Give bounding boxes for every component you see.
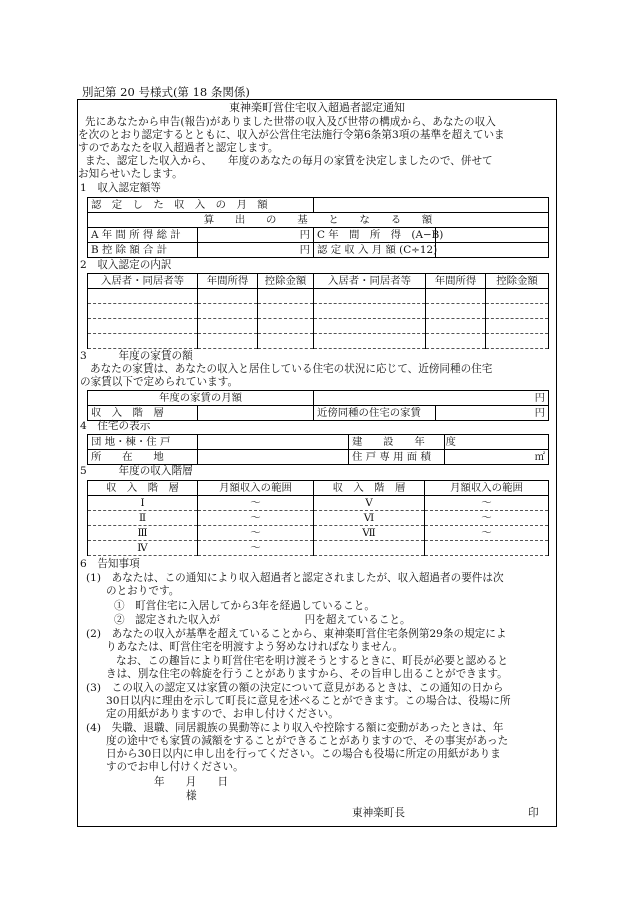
certified-monthly-income-label: 認 定 収 入 月 額 (C÷12) [314, 243, 436, 258]
complex-value [198, 435, 349, 450]
level-cell: Ⅵ [314, 511, 425, 526]
notice-1-line-2: のとおりです。 [106, 585, 180, 597]
level-cell [314, 541, 425, 556]
nearby-rent-label: 近傍同種の住宅の家賃 [314, 406, 436, 421]
breakdown-header-resident-2: 入居者・同居者等 [314, 274, 426, 289]
notice-3-line-3: 定の用紙がありますので、お申し付けください。 [106, 708, 339, 720]
notice-4-line-2: 度の途中でも家賃の減額をすることができることがありますので、その事実があった [106, 735, 509, 747]
table-row [88, 289, 549, 304]
range-cell: 〜 [425, 496, 549, 511]
addressee-suffix: 様 [186, 790, 197, 802]
level-header-2: 収 入 階 層 [314, 481, 425, 496]
housing-table [87, 434, 549, 465]
table-row [88, 511, 549, 526]
intro-line-1: 先にあなたから申告(報告)がありました世帯の収入及び世帯の構成から、あなたの収入 [85, 116, 496, 128]
monthly-income-label: 認 定 し た 収 入 の 月 額 [88, 198, 314, 213]
notice-4-line-4: すのでお申し付けください。 [106, 761, 244, 773]
notice-4-line-3: 日から30日以内に申し出を行ってください。この場合も役場に所定の用紙がありま [106, 748, 501, 760]
location-value [198, 450, 349, 465]
level-cell: Ⅴ [314, 496, 425, 511]
notice-1-item-1: ① 町営住宅に入居してから3年を経過していること。 [114, 600, 375, 612]
deduction-total-label: B 控 除 額 合 計 [88, 243, 198, 258]
level-cell: Ⅳ [88, 541, 198, 556]
construction-year-label: 建 設 年 度 [349, 435, 445, 450]
notice-2-line-4: きは、別な住宅の斡旋を行うことがありますから、その旨申し出ることができます。 [106, 668, 508, 680]
income-level-table [87, 480, 549, 556]
table-row [88, 334, 549, 349]
notice-2-line-2: りあなたは、町営住宅を明渡すよう努めなければなりません。 [106, 641, 404, 653]
breakdown-header-resident: 入居者・同居者等 [88, 274, 198, 289]
intro-line-2: を次のとおり認定するとともに、収入が公営住宅法施行令第6条第3項の基準を超えていま [78, 129, 505, 141]
income-breakdown-table [87, 273, 549, 349]
section-4-heading: 4 住宅の表示 [80, 420, 151, 432]
certified-monthly-income-value [436, 243, 549, 258]
breakdown-header-deduction-2: 控除金額 [486, 274, 549, 289]
notice-3-line-1: (3) この収入の認定又は家賃の額の決定について意見があるときは、この通知の日から [86, 682, 504, 694]
section-3-heading: 3 年度の家賃の額 [80, 350, 193, 362]
basis-row-label: 算 出 の 基 と な る 額 [88, 213, 549, 228]
table-row [88, 319, 549, 334]
monthly-income-value [314, 198, 549, 213]
section-1-heading: 1 収入認定額等 [80, 182, 161, 194]
table-row [88, 541, 549, 556]
issue-date: 年 月 日 [154, 776, 229, 788]
range-cell: 〜 [425, 511, 549, 526]
monthly-rent-unit: 円 [314, 391, 549, 406]
rent-text-line-1: あなたの家賃は、あなたの収入と居住している住宅の状況に応じて、近傍同種の住宅 [90, 363, 493, 375]
table-row [88, 496, 549, 511]
notice-2-line-3: なお、この趣旨により町営住宅を明け渡そうとするときに、町長が必要と認めると [116, 655, 508, 667]
level-cell: Ⅲ [88, 526, 198, 541]
annual-total-income-unit: 円 [198, 228, 314, 243]
construction-year-value [445, 435, 549, 450]
range-header-2: 月額収入の範囲 [425, 481, 549, 496]
seal-mark: 印 [528, 807, 539, 819]
notice-1-line-1: (1) あなたは、この通知により収入超過者と認定されましたが、収入超過者の要件は次 [86, 572, 504, 584]
breakdown-header-income: 年間所得 [198, 274, 258, 289]
level-cell: Ⅰ [88, 496, 198, 511]
income-level-label: 収 入 階 層 [88, 406, 198, 421]
section-2-heading: 2 収入認定の内訳 [80, 259, 172, 271]
range-cell: 〜 [198, 511, 314, 526]
breakdown-header-income-2: 年間所得 [426, 274, 486, 289]
document-title: 東神楽町営住宅収入超過者認定通知 [229, 101, 405, 114]
level-header: 収 入 階 層 [88, 481, 198, 496]
annual-total-income-label: A 年 間 所 得 総 計 [88, 228, 198, 243]
notice-2-line-1: (2) あなたの収入が基準を超えていることから、東神楽町営住宅条例第29条の規定によ [86, 628, 507, 640]
range-cell: 〜 [198, 496, 314, 511]
income-summary-table [87, 197, 549, 258]
section-6-heading: 6 告知事項 [80, 558, 140, 570]
notice-4-line-1: (4) 失職、退職、同居親族の異動等により収入や控除する額に変動があったときは、年 [86, 722, 504, 734]
table-row [88, 526, 549, 541]
range-cell: 〜 [198, 526, 314, 541]
annual-income-value [436, 228, 549, 243]
issuer-name: 東神楽町長 [352, 807, 405, 819]
intro-line-4: また、認定した収入から、 年度のあなたの毎月の家賃を決定しましたので、併せて [85, 155, 493, 167]
form-number: 別記第 20 号様式(第 18 条関係) [82, 85, 250, 99]
range-cell: 〜 [425, 526, 549, 541]
floor-area-unit: ㎡ [445, 450, 549, 465]
complex-label: 団 地・棟・住 戸 [88, 435, 198, 450]
range-cell: 〜 [198, 541, 314, 556]
floor-area-label: 住 戸 専 用 面 積 [349, 450, 445, 465]
range-cell [425, 541, 549, 556]
annual-income-label: C 年 間 所 得 (A−B) [314, 228, 436, 243]
rent-table [87, 390, 549, 421]
location-label: 所 在 地 [88, 450, 198, 465]
intro-line-5: お知らせいたします。 [78, 168, 183, 180]
notice-3-line-2: 30日以内に理由を示して町長に意見を述べることができます。この場合は、役場に所 [106, 695, 511, 707]
rent-text-line-2: の家賃以下で定められています。 [80, 376, 239, 388]
income-level-value [198, 406, 314, 421]
level-cell: Ⅶ [314, 526, 425, 541]
range-header: 月額収入の範囲 [198, 481, 314, 496]
monthly-rent-label: 年度の家賃の月額 [88, 391, 314, 406]
level-cell: Ⅱ [88, 511, 198, 526]
breakdown-header-deduction: 控除金額 [258, 274, 314, 289]
deduction-total-unit: 円 [198, 243, 314, 258]
intro-line-3: すのであなたを収入超過者と認定します。 [78, 142, 279, 154]
nearby-rent-unit: 円 [436, 406, 549, 421]
notice-1-item-2: ② 認定された収入が 円を超えていること。 [114, 614, 411, 626]
table-row [88, 304, 549, 319]
section-5-heading: 5 年度の収入階層 [80, 465, 193, 477]
notice-frame [77, 99, 557, 827]
